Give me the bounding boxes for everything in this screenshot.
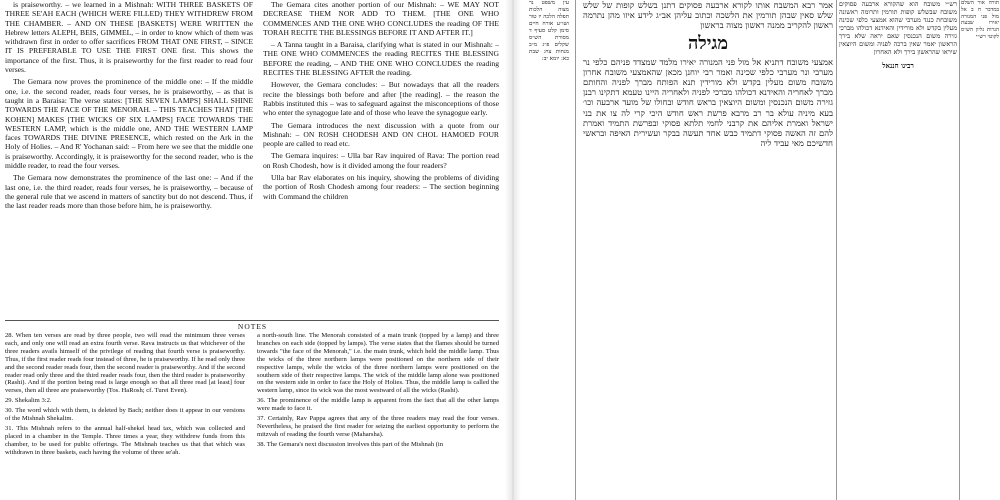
tractate-heading: מגילה [687,32,729,54]
notes-title: NOTES [237,322,268,331]
rabbeinu-chananel-label: רבינו חננאל [882,61,914,70]
hebrew-page [521,0,1000,500]
note: 28. When ten verses are read by three people, two will read the minimum three verses each, and only one will read an extra fourth verse. Rava instructs us that whichever of the three readers avails himself of the privilege of reading that fourth verse is praiseworthy. Thus, if the first reader reads four instead of three, he is praiseworthy. If he read only three and the second reader reads four, then the second reader is praiseworthy. And if the second reader read only three and the third reader reads four, then the third reader is praiseworthy (Rashi). And if the portion being read is large enough so that all three read [at least] four verses, then all three are praiseworthy (Tos. HaRosh; cf. Turei Even). [5,332,245,395]
notes-divider [5,320,499,321]
paragraph: However, the Gemara concludes: – But nowadays that all the readers recite the blessings both before and after [the reading]. – the reason the Rabbis instituted this – was to safeguard against the misconceptions of those who enter the synagogue late and of those who leave the synagogue early. [263,80,499,118]
english-column-a [5,0,253,318]
column-divider [836,0,837,500]
paragraph: The Gemara now proves the prominence of the middle one: – If the middle one, i.e. the second reader, reads four verses, he is praiseworthy, – as that is taught in a Baraisa: The verse states: [THE SEVEN LAMPS] SHALL SHINE TOWARDS THE FACE OF THE MENORAH. – THIS TEACHES THAT [THE KOHEN] MAKES [THE WICKS OF SIX LAMPS] FACE TOWARDS THE WESTERN LAMP, which is the middle one, AND THE WESTERN LAMP faces TOWARDS THE DIVINE PRESENCE, which rested on the Ark in the Holy of Holies. – And R' Yochanan said: – From here we see that the middle one is praiseworthy. Accordingly, it is praiseworthy for the second reader, who is the middle reader, to read the four verses. [5,77,253,171]
note: 31. This Mishnah refers to the annual half-shekel head tax, which was collected and placed in a chamber in the Temple. Three times a year, they withdrew funds from this chamber, to be used for public offerings. The Mishnah teaches us that that which was withdrawn in three baskets, each having the volume of three se'ah. [5,424,245,456]
english-column-b [263,0,499,318]
gemara-main-text [583,0,833,500]
margin-text: עין משפט נר מצוה הלכות תפלה הלכה יז טור ושו״ע אורח חיים סימן קלט סעיף ד מסורת הש״ס שקלים פ״ג מ״ב מנחות צח: שבת כא: יומא יב: [529,0,569,62]
book-gutter [505,0,521,500]
paragraph: is praiseworthy. – we learned in a Mishnah: WITH THREE BASKETS OF THREE SE'AH EACH (WHICH WERE FILLED) THEY WITHDREW FROM THE CHAMBER. – AND ON THESE [BASKETS] WERE WRITTEN the Hebrew letters ALEPH, BEIS, GIMMEL, – in order to know which of them was withdrawn first in order to offer sacrifices FROM THAT ONE FIRST, – SINCE IT IS PREFERABLE TO USE THE FIRST ONE first. This shows the importance of the first. Thus, it is praiseworthy for the first reader to read four verses. [5,0,253,75]
ein-mishpat-margin [529,0,569,500]
margin-text: תורה אור השלם במדבר ח ב אל מול פני המנורה יאירו שבעת הנרות גליון הש״ס לקוטי רש״י [961,0,999,40]
paragraph: Ulla bar Rav elaborates on his inquiry, showing the problems of dividing the portion of Rosh Chodesh among four readers: – The section beginning with Command the children [263,173,499,201]
note: 36. The prominence of the middle lamp is apparent from the fact that all the other lamps were made to face it. [257,397,499,413]
note: 38. The Gemara's next discussion involves this part of the Mishnah (in [257,440,444,448]
paragraph: The Gemara introduces the next discussion with a quote from our Mishnah: – ON ROSH CHODESH AND ON CHOL HAMOED FOUR people are called to read etc. [263,120,499,149]
rashi-text: רש״י משובח הוא שהקורא ארבעה פסוקים משובח שבשלש קופות תורמין ותרומה ראשונה משובחת כנגד מערבי שהוא אמצעי כלפי שכינה מעלין בקדש ולא מורידין והאידנא דכולהו מברכי גזירה משום הנכנסין שאם יראה שלא בירך הראשון יאמר שאין ברכה לפניה ומשום היוצאין שיראו שהראשון בירך ולא האחרון [839,0,957,56]
column-divider [959,0,960,500]
note: 30. The word which with them, is deleted by Bach; neither does it appear in our versions of the Mishnah Shekalim. [5,407,245,423]
gemara-text-top: אמר רבא המשבח אותו לקורא ארבעה פסוקים דתנן בשלש קופות של שלש שלש סאין שבהן תורמין את הלשכה וכתוב עליהן אב״ג לידע איזו מהן נתרמה ראשון להקריב ממנה ראשון מצוה בראשון [583,0,833,31]
notes-column-a [5,332,245,500]
notes-column-b [257,332,499,500]
gemara-text-middle: אמצעי משובח דתניא אל מול פני המנורה יאירו מלמד שמצדד פניהם כלפי נר מערבי ונר מערבי כלפי שכינה ואמר רבי יוחנן מכאן שהאמצעי משובח אחרון משובח משום מעלין בקדש ולא מורידין תנא הפותח מברך לפניה והחותם מברך לאחריה והאידנא דכולהו מברכי לפניה ולאחריה היינו טעמא דתקינו רבנן גזירה משום הנכנסין ומשום היוצאין בראש חודש ובחולו של מועד ארבעה וכו׳ בעא מיניה עולא בר רב מרבא פרשת ראש חודש היכי קרי לה [583,56,833,118]
paragraph: – A Tanna taught in a Baraisa, clarifying what is stated in our Mishnah: – THE ONE WHO COMMENCES the reading RECITES THE BLESSING BEFORE the reading, – AND THE ONE WHO CONCLUDES the reading RECITES THE BLESSING AFTER the reading. [263,40,499,78]
paragraph: The Gemara cites another portion of our Mishnah: – WE MAY NOT DECREASE THEM NOR ADD TO THEM. [THE ONE WHO COMMENCES AND THE ONE WHO CONCLUDES the reading OF THE TORAH RECITE THE BLESSINGS BEFORE IT AND AFTER IT.] [263,0,499,37]
paragraph: The Gemara inquires: – Ulla bar Rav inquired of Rava: The portion read on Rosh Chodesh, how is it divided among the four readers? [263,151,499,170]
column-divider [575,0,576,500]
note: 29. Shekalim 3:2. [5,397,52,405]
rashi-commentary [839,0,957,500]
note: a north-south line. The Menorah consisted of a main trunk (topped by a lamp) and three branches on each side (topped by lamps). The verse states that the flames should be turned towards "the face of the Menorah," i.e. the main trunk, which held the middle lamp. Thus the wicks of the three northern lamps were positioned on the northern side of their respective lamps, while the wicks of the three northern lamps were positioned on the southern side of their respective lamps. The wick of the middle lamp alone was positioned on the western side in order to face the Holy of Holies. Thus, the middle lamp is called the western lamp, since its wick was the most westward of all the wicks (Rashi). [257,332,499,395]
paragraph: The Gemara now demonstrates the prominence of the last one: – And if the last one, i.e. the third reader, reads four verses, he is praiseworthy, – because of the general rule that we ascend in matters of sanctity but do not descend. Thus, if the last reader reads more than those before him, he is praiseworthy. [5,173,253,211]
gemara-text-bottom: צו את בני ישראל ואמרת אליהם את קרבני לחמי תלתא פסוקי ובפרשת התמיד ואמרת להם זה האשה פסוקי דתמיד כבש אחד תעשה בבקר ועשירית האיפה ובראשי חדשיכם מאי עביד ליה [583,107,833,149]
note: 37. Certainly, Rav Pappa agrees that any of the three readers may read the four verses. Nevertheless, he praised the first reader for seizing the earliest opportunity to perform the mitzvah of reading the fourth verse (Maharsha). [257,415,499,438]
torah-or-margin [961,0,999,500]
